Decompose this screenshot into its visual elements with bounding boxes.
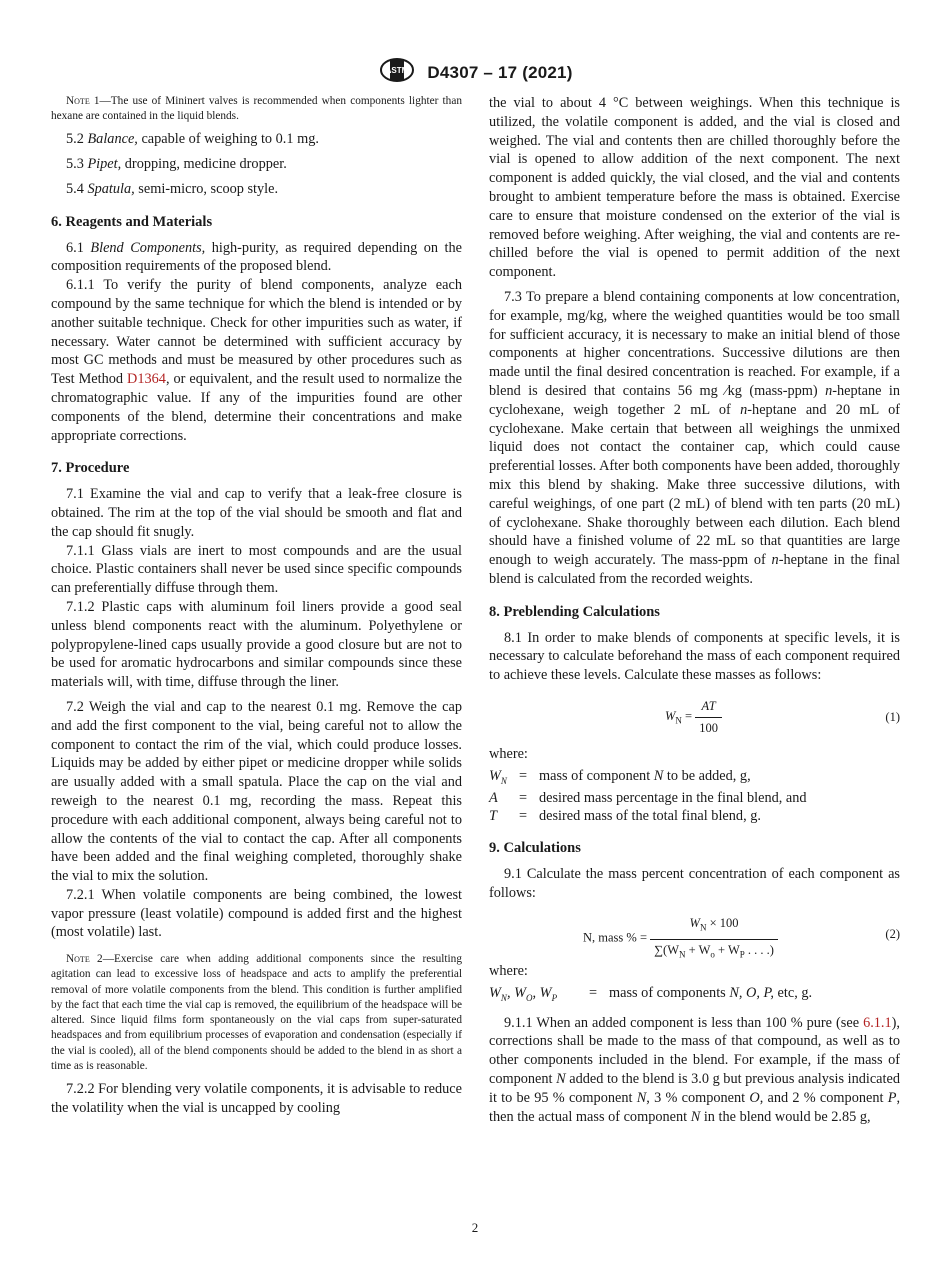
astm-logo-icon	[377, 56, 417, 89]
section-8-1: 8.1 In order to make blends of components at specific levels, it is necessary to calculate beforehand the mass of each component required to achieve these levels. Calculate these masses as follows:	[489, 629, 900, 684]
page-number: 2	[471, 1220, 479, 1235]
link-6-1-1[interactable]: 6.1.1	[863, 1014, 892, 1031]
section-7-2-1: 7.2.1 When volatile components are being combined, the lowest vapor pressure (least volatile) compound is added first and the highest (most volatile) last.	[51, 886, 462, 941]
section-6-1: 6.1 Blend Components, high-purity, as required depending on the composition requirements of the proposed blend.	[51, 239, 463, 275]
definition-row: T = desired mass of the total final blend, g.	[489, 807, 761, 824]
where-label-1: where:	[489, 745, 528, 762]
section-7-2-2: 7.2.2 For blending very volatile components, it is advisable to reduce the volatility when the vial is uncapped by cooling	[51, 1080, 462, 1116]
right-column	[489, 94, 900, 1126]
heading-preblending-calculations: 8. Preblending Calculations	[489, 603, 660, 620]
section-7-1: 7.1 Examine the vial and cap to verify that a leak-free closure is obtained. The rim at the top of the vial should be smooth and flat and the cap should fit snugly.	[51, 486, 462, 540]
section-7-1-1: 7.1.1 Glass vials are inert to most compounds and are the usual choice. Plastic containers shall never be used since specific compounds can preferentially diffuse through them.	[51, 542, 462, 597]
section-9-1-1: 9.1.1 When an added component is less than 100 % pure (see 6.1.1), corrections shall be made to the mass of that compound, as well as to other components included in the blend. For example, if the mass of component N added to the blend is 3.0 g but previous analysis indicated it to be 95 % component N, 3 % component O, and 2 % component P, then the actual mass of component N in the blend would be 2.85 g,	[489, 1014, 901, 1125]
section-7-2: 7.2 Weigh the vial and cap to the nearest 0.1 mg. Remove the cap and add the first component to the vial, being careful not to allow the component to contact the rim of the vial, which could produce losses. Liquids may be added by either pipet or medicine dropper while solids are usually added with a small spatula. Place the cap on the vial and reweigh to the nearest 0.1 mg, recording the mass. Repeat this procedure with each additional component, always being careful not to allow the contents of the vial to contact the cap. After all components have been added and the final weighing completed, thoroughly shake the vial to mix the solution.	[51, 698, 462, 885]
definition-row: A = desired mass percentage in the final blend, and	[489, 790, 807, 807]
section-5-4: 5.4 Spatula, semi-micro, scoop style.	[66, 181, 279, 197]
left-column	[51, 94, 462, 1118]
equation-2: N, mass % = $\frac{W_N \times 100}{\sum(W_N + W_o + W_P . . . .)}$ (2)	[583, 916, 900, 960]
note-1: Note 1—The use of Mininert valves is recommended when components lighter than hexane are contained in the liquid blends.	[51, 95, 462, 123]
definition-row: $W_N$ = mass of component N to be added, g,	[489, 767, 751, 786]
definition-row: $W_N$, $W_O$, $W_P$ = mass of components N, O, P, etc, g.	[489, 985, 813, 1004]
section-7-2-2-continued: the vial to about 4 °C between weighings. When this technique is utilized, the volatile component is added, and the vial is closed and weighed. The vial and contents then are chilled thoroughly before the vial is opened to allow addition of the next component. The next component is added quickly, the vial closed, and the vial and contents brought to ambient temperature before the mass is obtained. Exercise care to ensure that moisture condensed on the exterior of the vial is removed before weighing. After weighing, the vial and contents are re-chilled before the vial is opened to permit addition of the next component.	[489, 95, 900, 281]
section-7-3: 7.3 To prepare a blend containing components at low concentration, for example, mg/kg, where the weighed quantities would be too small for sufficient accuracy, it is necessary to make an initial blend of those components at higher concentrations. Successive dilutions are then made until the final desired concentration is reached. For example, if a blend is desired that contains 56 mg ⁄kg (mass-ppm) n-heptane in cyclohexane, weigh together 2 mL of n-heptane and 20 mL of cyclohexane. Make certain that between all weighings the unmixed liquid does not contact the container cap, which could cause preferential losses. After both components have been added, thoroughly mix this blend by shaking. Make three successive dilutions, with careful weighings, of one part (2 mL) of blend with ten parts (20 mL) of cyclohexane. Shake thoroughly between each dilution. Each blend should have a finished volume of 22 mL so that quantities are large enough to weigh accurately. The mass-ppm of n-heptane in the final blend is calculated from the recorded weights.	[489, 288, 900, 587]
heading-procedure: 7. Procedure	[51, 460, 130, 477]
section-6-1-1: 6.1.1 To verify the purity of blend components, analyze each compound by the same technique for which the blend is intended or by another suitable technique. Check for other impurities such as water, if necessary. Water cannot be determined with sufficient accuracy by most GC methods and must be measured by other procedures such as Test Method D1364, or equivalent, and the result used to normalize the chromatographic value. If any of the impurities found are other components of the blend, determine their concentrations and make appropriate corrections.	[51, 277, 463, 444]
page-header	[0, 56, 950, 89]
link-d1364[interactable]: D1364	[127, 371, 166, 388]
section-9-1: 9.1 Calculate the mass percent concentration of each component as follows:	[489, 865, 900, 901]
equation-1: $W_N$ = $\frac{AT}{100}$ (1)	[665, 698, 900, 735]
section-5-3: 5.3 Pipet, dropping, medicine dropper.	[66, 156, 287, 173]
where-label-2: where:	[489, 963, 528, 980]
definitions-2	[489, 985, 900, 1007]
heading-reagents-materials: 6. Reagents and Materials	[51, 213, 213, 230]
svg-text:ASTM: ASTM	[386, 66, 409, 75]
definitions-1	[489, 768, 900, 825]
section-5-2: 5.2 Balance, capable of weighing to 0.1 mg.	[66, 131, 319, 148]
section-7-1-2: 7.1.2 Plastic caps with aluminum foil liners provide a good seal unless blend components react with the aluminum. Polyethylene or polypropylene-lined caps usually provide a good closure but are not to be used for aromatic hydrocarbons and similar compounds since these materials will, with time, diffuse through the liner.	[51, 598, 462, 691]
heading-calculations: 9. Calculations	[489, 840, 581, 857]
equation-2-number: (2)	[885, 927, 900, 942]
note-2: Note 2—Exercise care when adding additional components since the resulting agitation can lead to excessive loss of headspace and acts to amplify the preferential removal of more volatile components from the blend. This condition is further amplified by the fact that each time the vial cap is removed, the equilibrium of the headspace will be altered. Since liquid films form spontaneously on the vial caps from super-saturated headspaces and from equilibrium processes of evaporation and condensation (especially if the vial is cooled), all of the blend components should be added to the blend in as short a time as is reasonable.	[51, 953, 462, 1072]
equation-1-number: (1)	[885, 709, 900, 724]
document-designation: D4307 – 17 (2021)	[427, 62, 573, 82]
